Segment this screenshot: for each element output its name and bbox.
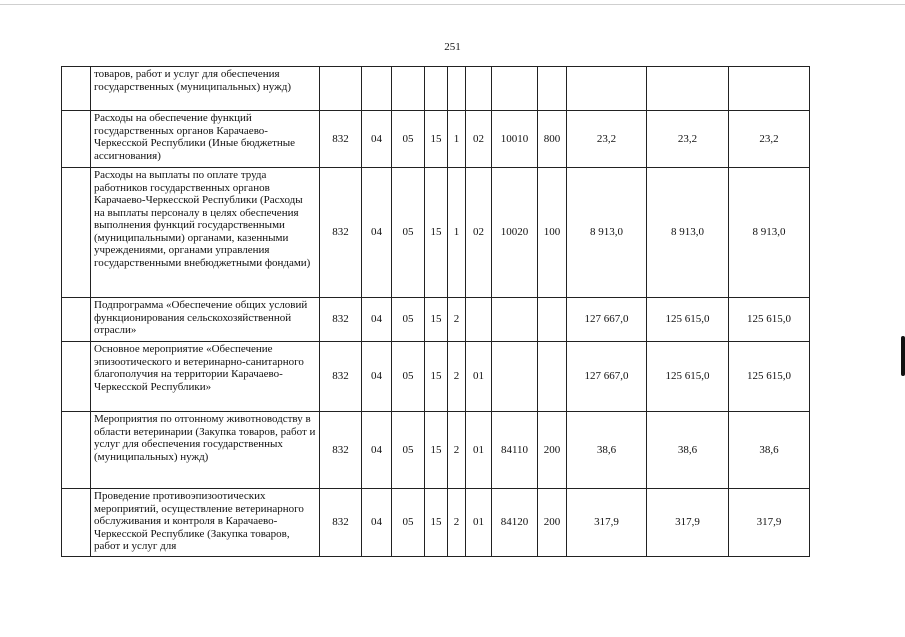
- table-row: [62, 111, 810, 168]
- kvr-cell: [538, 342, 567, 412]
- section-cell: 04: [362, 412, 392, 489]
- sum1-cell: 127 667,0: [567, 298, 647, 342]
- subprog-cell: [448, 67, 466, 111]
- item-name-cell: Расходы на обеспечение функций государственных органов Карачаево-Черкесской Республики (Иные бюджетные ассигнования): [91, 111, 320, 168]
- subsection-cell: 05: [392, 342, 425, 412]
- admin-cell: 832: [320, 489, 362, 557]
- prog-cell: 15: [425, 412, 448, 489]
- admin-cell: [320, 67, 362, 111]
- subsection-cell: 05: [392, 168, 425, 298]
- direction-cell: [492, 298, 538, 342]
- item-name-cell: товаров, работ и услуг для обеспечения государственных (муниципальных) нужд): [91, 67, 320, 111]
- event-cell: 01: [466, 489, 492, 557]
- prog-cell: 15: [425, 168, 448, 298]
- sum2-cell: 317,9: [647, 489, 729, 557]
- table-row: [62, 342, 810, 412]
- row-index-cell: [62, 298, 91, 342]
- sum3-cell: 8 913,0: [729, 168, 810, 298]
- sum2-cell: 125 615,0: [647, 342, 729, 412]
- sum2-cell: 8 913,0: [647, 168, 729, 298]
- sum3-cell: 38,6: [729, 412, 810, 489]
- sum1-cell: 317,9: [567, 489, 647, 557]
- sum1-cell: [567, 67, 647, 111]
- page-number: 251: [444, 41, 461, 53]
- sum3-cell: 317,9: [729, 489, 810, 557]
- table-row: [62, 412, 810, 489]
- admin-cell: 832: [320, 111, 362, 168]
- subsection-cell: [392, 67, 425, 111]
- sum3-cell: 125 615,0: [729, 342, 810, 412]
- table-row: [62, 298, 810, 342]
- sum1-cell: 127 667,0: [567, 342, 647, 412]
- direction-cell: 10010: [492, 111, 538, 168]
- sum2-cell: 125 615,0: [647, 298, 729, 342]
- sum2-cell: 23,2: [647, 111, 729, 168]
- subprog-cell: 1: [448, 168, 466, 298]
- subprog-cell: 2: [448, 342, 466, 412]
- subsection-cell: 05: [392, 412, 425, 489]
- admin-cell: 832: [320, 412, 362, 489]
- subsection-cell: 05: [392, 298, 425, 342]
- table-row: [62, 168, 810, 298]
- subprog-cell: 1: [448, 111, 466, 168]
- event-cell: 02: [466, 168, 492, 298]
- kvr-cell: 200: [538, 489, 567, 557]
- row-index-cell: [62, 412, 91, 489]
- row-index-cell: [62, 67, 91, 111]
- section-cell: 04: [362, 298, 392, 342]
- item-name-cell: Мероприятия по отгонному животноводству в области ветеринарии (Закупка товаров, работ и услуг для обеспечения государственных (муниципальных) нужд): [91, 412, 320, 489]
- table-row: [62, 67, 810, 111]
- prog-cell: 15: [425, 111, 448, 168]
- sum1-cell: 8 913,0: [567, 168, 647, 298]
- prog-cell: 15: [425, 342, 448, 412]
- event-cell: 02: [466, 111, 492, 168]
- direction-cell: [492, 67, 538, 111]
- scan-top-edge: [0, 4, 905, 5]
- event-cell: [466, 67, 492, 111]
- row-index-cell: [62, 111, 91, 168]
- budget-table: [61, 66, 810, 557]
- prog-cell: 15: [425, 298, 448, 342]
- kvr-cell: 800: [538, 111, 567, 168]
- item-name-cell: Основное мероприятие «Обеспечение эпизоотического и ветеринарно-санитарного благополучия на территории Карачаево-Черкесской Республики»: [91, 342, 320, 412]
- row-index-cell: [62, 489, 91, 557]
- kvr-cell: 200: [538, 412, 567, 489]
- scan-edge-mark: [901, 336, 905, 376]
- subsection-cell: 05: [392, 489, 425, 557]
- kvr-cell: [538, 298, 567, 342]
- sum3-cell: 23,2: [729, 111, 810, 168]
- subprog-cell: 2: [448, 489, 466, 557]
- item-name-cell: Расходы на выплаты по оплате труда работников государственных органов Карачаево-Черкесской Республики (Расходы на выплаты персоналу в целях обеспечения выполнения функций государственными (муниципальными) органами, казенными учреждениями, органами управления государственными внебюджетными фондами): [91, 168, 320, 298]
- direction-cell: 84120: [492, 489, 538, 557]
- prog-cell: [425, 67, 448, 111]
- subprog-cell: 2: [448, 298, 466, 342]
- row-index-cell: [62, 168, 91, 298]
- table-row: [62, 489, 810, 557]
- event-cell: 01: [466, 412, 492, 489]
- admin-cell: 832: [320, 168, 362, 298]
- sum2-cell: [647, 67, 729, 111]
- event-cell: [466, 298, 492, 342]
- event-cell: 01: [466, 342, 492, 412]
- sum2-cell: 38,6: [647, 412, 729, 489]
- sum3-cell: [729, 67, 810, 111]
- direction-cell: 10020: [492, 168, 538, 298]
- subsection-cell: 05: [392, 111, 425, 168]
- section-cell: 04: [362, 168, 392, 298]
- item-name-cell: Подпрограмма «Обеспечение общих условий функционирования сельскохозяйственной отрасли»: [91, 298, 320, 342]
- direction-cell: [492, 342, 538, 412]
- prog-cell: 15: [425, 489, 448, 557]
- admin-cell: 832: [320, 342, 362, 412]
- kvr-cell: [538, 67, 567, 111]
- section-cell: 04: [362, 342, 392, 412]
- section-cell: 04: [362, 489, 392, 557]
- sum1-cell: 38,6: [567, 412, 647, 489]
- kvr-cell: 100: [538, 168, 567, 298]
- subprog-cell: 2: [448, 412, 466, 489]
- admin-cell: 832: [320, 298, 362, 342]
- section-cell: 04: [362, 111, 392, 168]
- item-name-cell: Проведение противоэпизоотических мероприятий, осуществление ветеринарного обслуживания и контроля в Карачаево-Черкесской Республике (Закупка товаров, работ и услуг для: [91, 489, 320, 557]
- sum1-cell: 23,2: [567, 111, 647, 168]
- sum3-cell: 125 615,0: [729, 298, 810, 342]
- direction-cell: 84110: [492, 412, 538, 489]
- section-cell: [362, 67, 392, 111]
- row-index-cell: [62, 342, 91, 412]
